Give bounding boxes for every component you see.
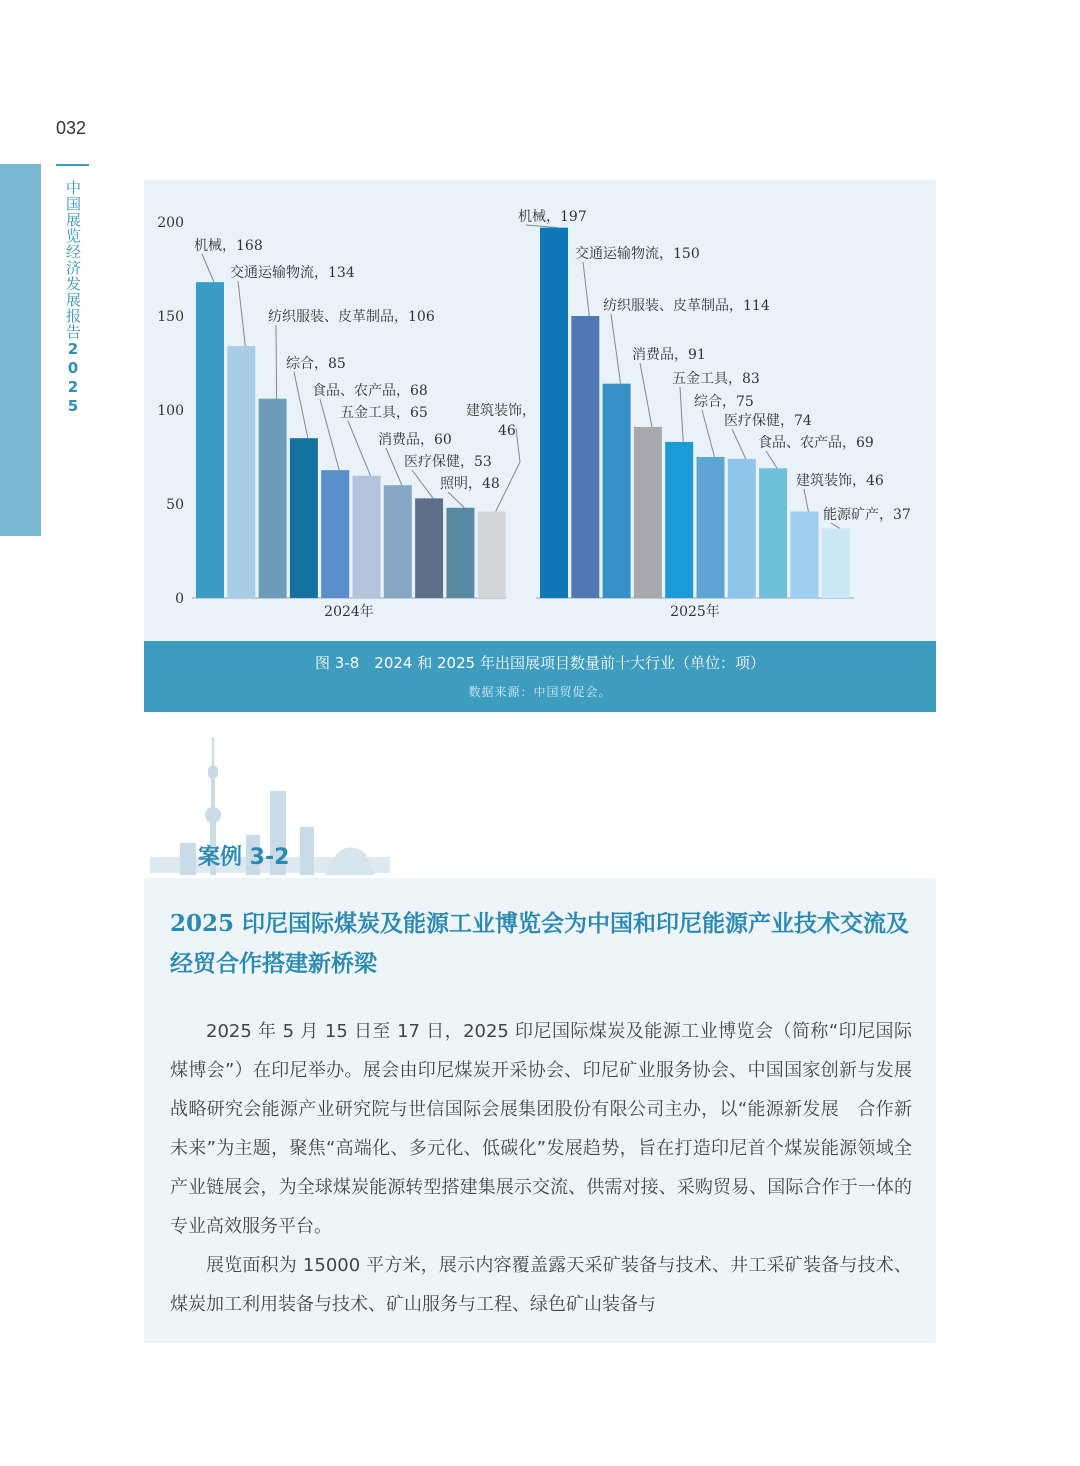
- data-label: 机械，168: [194, 238, 263, 254]
- leader-line: [732, 429, 746, 459]
- data-label: 综合，75: [694, 394, 754, 410]
- case-body: [170, 1012, 912, 1324]
- leader-line: [496, 428, 520, 512]
- data-label: 纺织服装、皮革制品，114: [603, 298, 770, 314]
- figure-caption: 图 3-8 2024 和 2025 年出国展项目数量前十大行业（单位：项）: [315, 654, 765, 672]
- bar: [665, 442, 693, 598]
- leader-line: [702, 410, 715, 457]
- data-label: 消费品，91: [632, 347, 706, 363]
- data-label: 消费品，60: [378, 432, 452, 448]
- y-tick-label: 100: [157, 403, 184, 419]
- data-label: 照明，48: [440, 476, 500, 492]
- bar: [790, 512, 818, 598]
- bar: [196, 282, 224, 598]
- data-label: 建筑装饰，46: [796, 473, 884, 489]
- data-label: 交通运输物流，134: [230, 265, 355, 281]
- bar: [259, 399, 287, 598]
- case-label: 案例 3-2: [198, 845, 290, 870]
- y-tick-label: 200: [157, 215, 184, 231]
- bar: [353, 476, 381, 598]
- data-label: 建筑装饰，: [466, 403, 536, 419]
- case-study-box: [144, 878, 936, 1343]
- case-paragraph: 2025 年 5 月 15 日至 17 日，2025 印尼国际煤炭及能源工业博览会（简称“印尼国际煤博会”）在印尼举办。展会由印尼煤炭开采协会、印尼矿业服务协会、中国国家创新与发展战略研究会能源产业研究院与世信国际会展集团股份有限公司主办，以“能源新发展 合作新未来”为主题，聚焦“高端化、多元化、低碳化”发展趋势，旨在打造印尼首个煤炭能源领域全产业链展会，为全球煤炭能源转型搭建集展示交流、供需对接、采购贸易、国际合作于一体的专业高效服务平台。: [170, 1021, 912, 1237]
- leader-line: [276, 325, 277, 399]
- y-tick-label: 50: [166, 497, 184, 513]
- bar: [759, 468, 787, 598]
- bar: [384, 485, 412, 598]
- chart-canvas: [144, 180, 936, 641]
- side-tab: [0, 164, 41, 536]
- leader-line: [320, 399, 339, 470]
- running-header-title: 中国展览经济发展报告: [64, 180, 82, 340]
- leader-line: [526, 225, 558, 228]
- running-header: [62, 180, 84, 416]
- leader-line: [831, 523, 840, 528]
- bar: [728, 459, 756, 598]
- leader-line: [766, 451, 777, 468]
- leader-line: [583, 262, 589, 316]
- leader-line: [804, 489, 808, 512]
- x-group-label: 2024年: [324, 604, 374, 620]
- data-label: 医疗保健，74: [724, 413, 812, 429]
- figure-source: 数据来源：中国贸促会。: [468, 685, 612, 699]
- bar: [290, 438, 318, 598]
- running-header-year: 2025: [64, 340, 82, 416]
- data-label: 医疗保健，53: [404, 454, 492, 470]
- bar: [446, 508, 474, 598]
- bar: [603, 384, 631, 598]
- y-tick-label: 0: [175, 591, 184, 607]
- data-label: 五金工具，65: [340, 405, 428, 421]
- case-title: 2025 印尼国际煤炭及能源工业博览会为中国和印尼能源产业技术交流及经贸合作搭建新桥梁: [170, 910, 910, 977]
- bar: [415, 498, 443, 598]
- data-label: 综合，85: [286, 356, 346, 372]
- bar: [540, 228, 568, 598]
- data-label: 能源矿产，37: [823, 507, 911, 523]
- y-tick-label: 150: [157, 309, 184, 325]
- data-label: 交通运输物流，150: [575, 246, 700, 262]
- data-label: 46: [498, 423, 516, 439]
- data-label: 纺织服装、皮革制品，106: [268, 309, 435, 325]
- data-label: 食品、农产品，68: [312, 383, 428, 399]
- leader-line: [386, 448, 402, 485]
- x-group-label: 2025年: [670, 604, 720, 620]
- page-number: 032: [56, 118, 87, 138]
- data-label: 食品、农产品，69: [758, 435, 874, 451]
- figure-caption-bar: [144, 641, 936, 712]
- leader-line: [238, 281, 245, 346]
- leader-line: [348, 421, 371, 476]
- side-divider: [56, 164, 89, 166]
- data-label: 机械，197: [518, 209, 587, 225]
- leader-line: [680, 387, 683, 442]
- bar: [227, 346, 255, 598]
- bar-chart: [144, 180, 936, 641]
- leader-line: [412, 470, 433, 498]
- bar: [478, 512, 506, 598]
- bar: [822, 528, 850, 598]
- leader-line: [611, 314, 621, 384]
- case-paragraph: 展览面积为 15000 平方米，展示内容覆盖露天采矿装备与技术、井工采矿装备与技术、煤炭加工利用装备与技术、矿山服务与工程、绿色矿山装备与: [170, 1255, 912, 1315]
- leader-line: [448, 492, 464, 508]
- bar: [697, 457, 725, 598]
- leader-line: [640, 363, 652, 427]
- leader-line: [294, 372, 308, 438]
- bar: [571, 316, 599, 598]
- bar: [321, 470, 349, 598]
- leader-line: [202, 254, 214, 282]
- data-label: 五金工具，83: [672, 371, 760, 387]
- bar: [634, 427, 662, 598]
